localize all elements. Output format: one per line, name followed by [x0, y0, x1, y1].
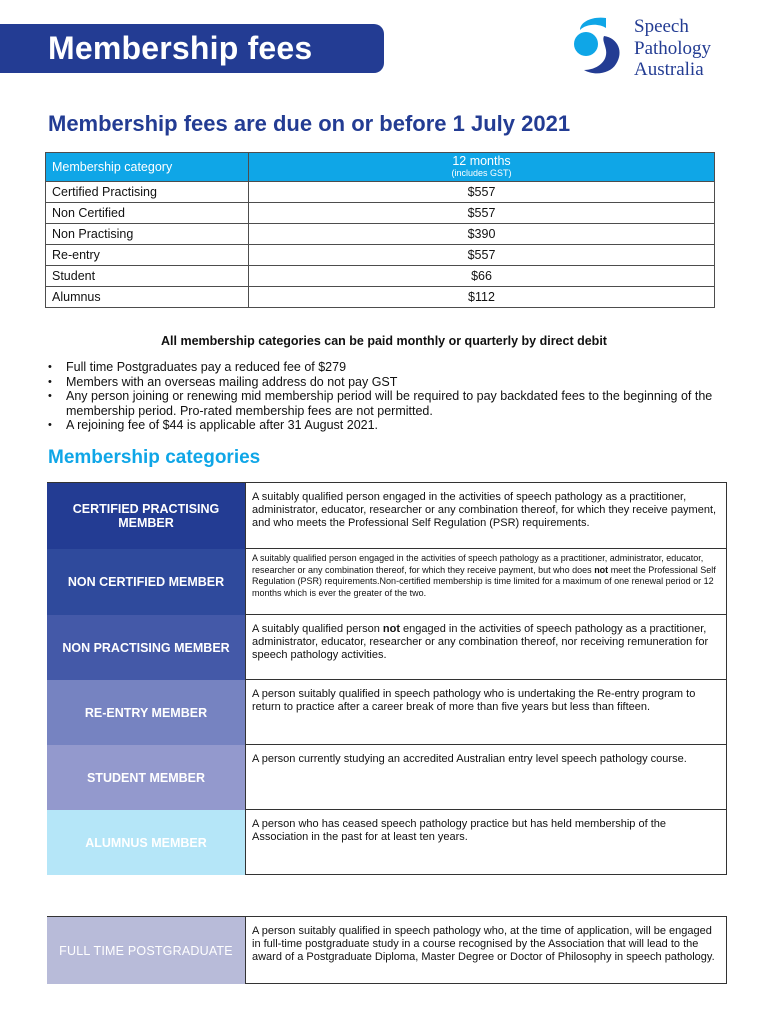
- description-emphasis: not: [382, 623, 400, 635]
- description-text: A person suitably qualified in speech pathology who is undertaking the Re-entry program to return to practice after a career break of more than five years but less than fifteen.: [252, 688, 696, 713]
- category-description: [245, 680, 727, 745]
- col-header-period: [249, 153, 715, 182]
- fee-category-cell: Non Certified: [46, 203, 249, 224]
- description-text: A person who has ceased speech pathology practice but has held membership of the Association in the past for at least ten years.: [252, 818, 666, 843]
- fee-amount-cell: $557: [249, 182, 715, 203]
- category-label: CERTIFIED PRACTISING MEMBER: [47, 483, 245, 549]
- description-emphasis: not: [594, 564, 609, 575]
- direct-debit-note: All membership categories can be paid monthly or quarterly by direct debit: [161, 334, 607, 348]
- gst-note: (includes GST): [451, 168, 512, 178]
- table-row: [46, 224, 715, 245]
- category-row: [47, 549, 727, 615]
- table-row: [46, 182, 715, 203]
- fee-category-cell: Student: [46, 266, 249, 287]
- list-item: • Full time Postgraduates pay a reduced fee of $279: [48, 360, 718, 375]
- description-text: A suitably qualified person: [252, 623, 383, 635]
- category-row: [47, 810, 727, 875]
- fee-category-cell: Alumnus: [46, 287, 249, 308]
- description-text: A suitably qualified person engaged in the activities of speech pathology as a practitioner, administrator, educator, researcher or any combination thereof, for which they receive payment, but who does: [252, 553, 704, 575]
- fee-amount-cell: $557: [249, 203, 715, 224]
- description-text: engaged in the activities of speech pathology as a practitioner, administrator, educator, researcher or any combination thereof, nor receiving remuneration for speech pathology activities.: [252, 623, 709, 661]
- category-label: NON PRACTISING MEMBER: [47, 615, 245, 680]
- period-label: 12 months: [452, 154, 511, 168]
- logo-line: Australia: [634, 59, 704, 80]
- category-row: [47, 745, 727, 810]
- category-description: [245, 810, 727, 875]
- logo: [570, 14, 750, 80]
- fee-amount-cell: $112: [249, 287, 715, 308]
- table-row: [46, 245, 715, 266]
- header-banner: [0, 24, 384, 73]
- fee-category-cell: Certified Practising: [46, 182, 249, 203]
- logo-mark-icon: [570, 14, 624, 78]
- description-text: A suitably qualified person engaged in the activities of speech pathology as a practitioner, administrator, educator, researcher or any combination thereof, for which they receive payment, and who meets the Professional Self Regulation (PSR) requirements.: [252, 491, 717, 529]
- categories-list: [47, 482, 727, 875]
- col-header-category: Membership category: [46, 153, 249, 182]
- category-label: STUDENT MEMBER: [47, 745, 245, 810]
- due-date-heading: Membership fees are due on or before 1 July 2021: [48, 111, 571, 136]
- category-label: NON CERTIFIED MEMBER: [47, 549, 245, 615]
- list-item: • Members with an overseas mailing address do not pay GST: [48, 375, 718, 390]
- category-description: [245, 615, 727, 680]
- fee-amount-cell: $66: [249, 266, 715, 287]
- category-row: [47, 615, 727, 680]
- notes-list: [48, 360, 718, 433]
- description-text: meet the Professional Self Regulation (PSR) requirements.Non-certified membership is time limited for a maximum of one renewal period or 12 months which is ever the greater of the two.: [252, 564, 716, 598]
- category-description: [245, 549, 727, 615]
- category-row: [47, 680, 727, 745]
- postgraduate-description: A person suitably qualified in speech pathology who, at the time of application, will be engaged in full-time postgraduate study in a course recognised by the Association that will lead to the award of a Postgraduate Diploma, Master Degree or Doctor of Philosophy in speech pathology.: [245, 917, 727, 984]
- category-label: RE-ENTRY MEMBER: [47, 680, 245, 745]
- page-title: Membership fees: [48, 30, 313, 66]
- table-row: [46, 266, 715, 287]
- category-description: [245, 745, 727, 810]
- fee-category-cell: Re-entry: [46, 245, 249, 266]
- logo-line: Pathology: [634, 37, 712, 59]
- fee-category-cell: Non Practising: [46, 224, 249, 245]
- table-row: [46, 203, 715, 224]
- category-row: [47, 483, 727, 549]
- table-row: [46, 287, 715, 308]
- logo-line: Speech: [634, 16, 689, 37]
- fee-amount-cell: $557: [249, 245, 715, 266]
- fees-table: [45, 152, 715, 308]
- list-item: • A rejoining fee of $44 is applicable after 31 August 2021.: [48, 418, 718, 433]
- categories-heading: Membership categories: [48, 447, 261, 468]
- category-description: [245, 483, 727, 549]
- postgraduate-row: [47, 916, 727, 984]
- postgraduate-label: FULL TIME POSTGRADUATE: [47, 917, 245, 984]
- category-label: ALUMNUS MEMBER: [47, 810, 245, 875]
- list-item: • Any person joining or renewing mid membership period will be required to pay backdated fees to the beginning of the membership period. Pro-rated membership fees are not permitted.: [48, 389, 718, 418]
- fees-table-body: [46, 182, 715, 308]
- logo-text: [634, 16, 711, 81]
- fee-amount-cell: $390: [249, 224, 715, 245]
- description-text: A person currently studying an accredited Australian entry level speech pathology course.: [252, 753, 687, 765]
